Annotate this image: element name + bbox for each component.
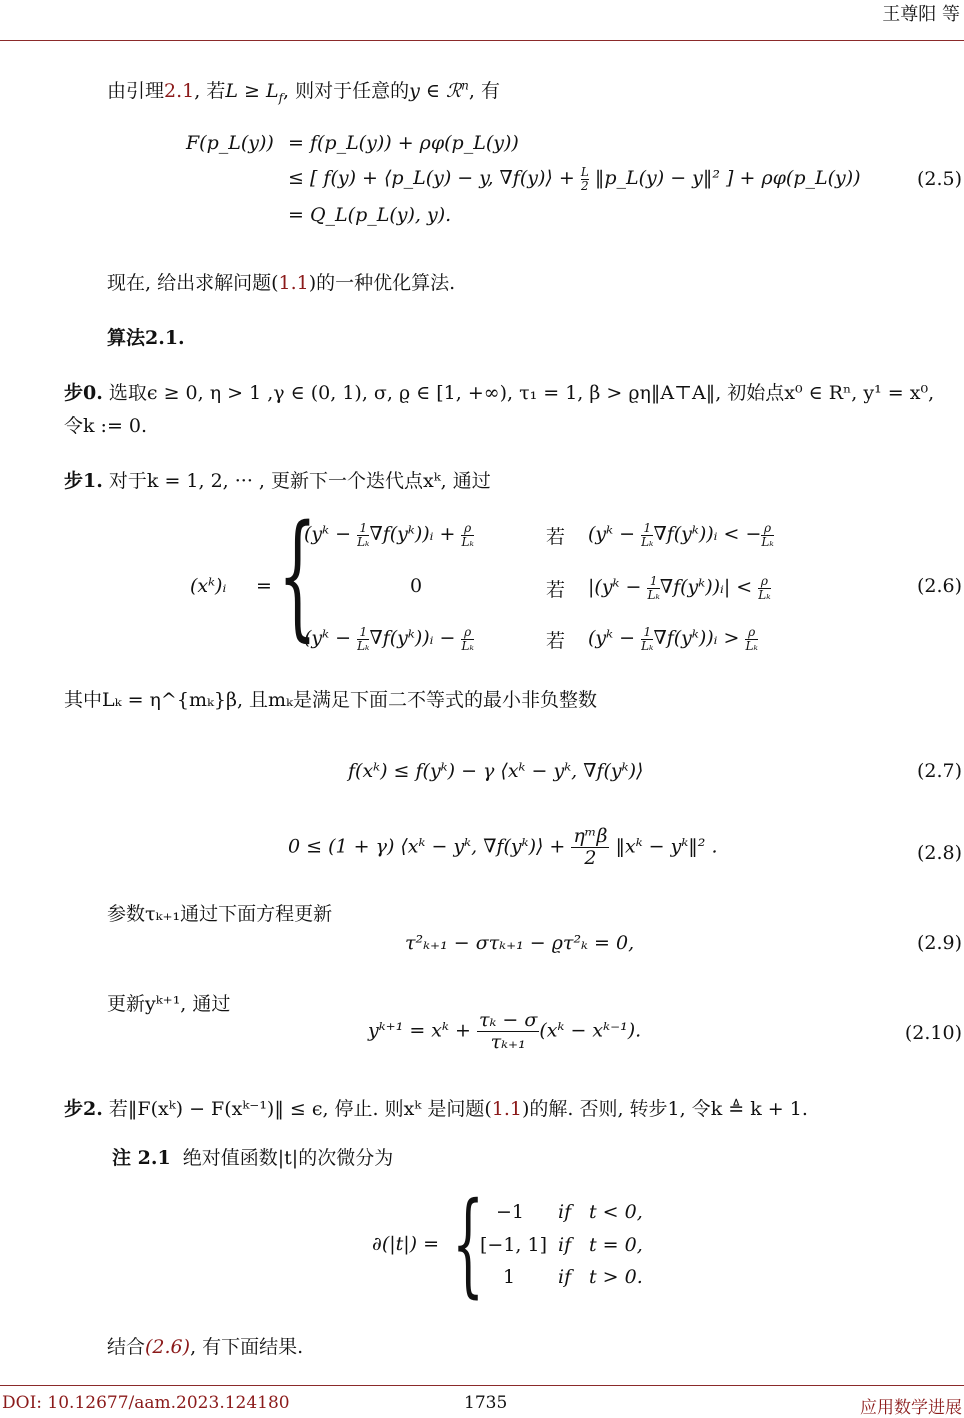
eq25-frac — [581, 166, 589, 192]
remark-text: 绝对值函数|t|的次微分为 — [182, 1147, 394, 1169]
footer-doi-link[interactable]: DOI: 10.12677/aam.2023.124180 — [2, 1393, 290, 1413]
frac-den: Lₖ — [357, 638, 370, 653]
eq25-frac-num: L — [580, 165, 589, 179]
subdiff-r1-val: −1 — [496, 1201, 525, 1223]
step1 — [64, 466, 491, 493]
step0 — [64, 378, 934, 405]
eq26-r3-cond-a: (yᵏ − — [588, 627, 642, 650]
eq28-number: (2.8) — [916, 842, 962, 864]
step0-line1: 选取ϵ ≥ 0, η > 1 ,γ ∈ (0, 1), σ, ϱ ∈ [1, +∞), τ₁ = 1, β > ϱη‖A⊤A‖, 初始点x⁰ ∈ Rⁿ, y¹ = x⁰, — [108, 382, 935, 404]
frac-num: 1 — [641, 522, 653, 536]
frac-den: Lₖ — [647, 587, 660, 602]
intro-mid: , 若 — [194, 80, 226, 102]
eq26-row2-cond — [588, 575, 771, 601]
combine-b: , 有下面结果. — [190, 1336, 304, 1358]
step2-problem-ref-link[interactable]: 1.1 — [491, 1098, 522, 1120]
footer-page-number: 1735 — [464, 1393, 508, 1413]
frac — [647, 575, 659, 601]
eq26-equals: = — [256, 575, 272, 597]
eq26-row3-cond — [588, 626, 758, 652]
now-paragraph — [107, 268, 455, 295]
frac-num: 1 — [641, 626, 653, 640]
frac-den: Lₖ — [761, 534, 774, 549]
combine-a: 结合 — [107, 1336, 146, 1358]
eq26-row2-if: 若 — [546, 579, 566, 601]
eq26-lhs: (xᵏ)ᵢ — [190, 575, 227, 597]
eq26-r1-cond-b: ∇f(yᵏ))ᵢ < − — [653, 523, 762, 546]
subdiff-r2-val: [−1, 1] — [480, 1234, 548, 1256]
eq26-row3-value — [304, 626, 474, 652]
intro-condition: L ≥ L — [225, 80, 279, 102]
eq26-number: (2.6) — [916, 575, 962, 597]
eq210-frac-num: τₖ − σ — [478, 1009, 538, 1031]
frac-den: Lₖ — [745, 638, 758, 653]
eq210 — [368, 1010, 641, 1053]
frac-num: 1 — [357, 626, 369, 640]
algorithm-title: 算法2.1. — [107, 327, 185, 349]
eq27: f(xᵏ) ≤ f(yᵏ) − γ ⟨xᵏ − yᵏ, ∇f(yᵏ)⟩ — [348, 760, 644, 782]
eq210-frac — [477, 1010, 539, 1053]
eq25-line2-a: ≤ [ f(y) + ⟨p_L(y) − y, ∇f(y)⟩ + — [288, 167, 581, 190]
subdiff-r2-if: if — [558, 1234, 572, 1256]
subdiff-r1-if: if — [558, 1201, 572, 1223]
step2-label: 步2. — [64, 1098, 103, 1120]
frac — [641, 522, 653, 548]
eq26-r1-frac — [357, 522, 369, 548]
step2 — [64, 1094, 808, 1121]
eq28-frac-den: 2 — [584, 846, 597, 869]
frac — [357, 626, 369, 652]
remark — [112, 1143, 393, 1170]
param-paragraph: 参数τₖ₊₁通过下面方程更新 — [107, 903, 333, 925]
eq210-frac-den: τₖ₊₁ — [490, 1030, 526, 1053]
subdiff-r3-val: 1 — [503, 1266, 516, 1288]
footer-journal-link[interactable]: 应用数学进展 — [860, 1398, 962, 1418]
frac-den: Lₖ — [461, 638, 474, 653]
eq25-number: (2.5) — [916, 168, 962, 190]
eq26-row1-value — [304, 522, 474, 548]
step1-label: 步1. — [64, 470, 103, 492]
frac-num: ρ — [761, 522, 773, 536]
eq28-a: 0 ≤ (1 + γ) ⟨xᵏ − yᵏ, ∇f(yᵏ)⟩ + — [288, 835, 572, 858]
now-text-b: )的一种优化算法. — [308, 272, 456, 294]
intro-y: y ∈ ℛ — [409, 80, 462, 102]
eq26-row1-cond — [588, 522, 774, 548]
frac-num: ρ — [461, 626, 473, 640]
step0-label: 步0. — [64, 382, 103, 404]
step1-text: 对于k = 1, 2, ··· , 更新下一个迭代点xᵏ, 通过 — [108, 470, 491, 492]
step2-b: )的解. 否则, 转步1, 令k ≜ k + 1. — [521, 1098, 808, 1120]
intro-condition-sub: f — [278, 90, 284, 105]
subdiff-r1-cond: t < 0, — [589, 1201, 643, 1223]
eq28 — [288, 826, 717, 869]
subdiff-r3-cond: t > 0. — [589, 1266, 643, 1288]
eq29: τ²ₖ₊₁ − στₖ₊₁ − ϱτ²ₖ = 0, — [405, 932, 635, 954]
frac — [745, 626, 757, 652]
eq25-line2 — [288, 166, 861, 192]
now-text-a: 现在, 给出求解问题( — [107, 272, 279, 294]
frac-den: Lₖ — [461, 534, 474, 549]
frac-num: ρ — [758, 575, 770, 589]
eq26-r1-b: ∇f(yᵏ))ᵢ + — [369, 523, 462, 546]
eq210-b: (xᵏ − xᵏ⁻¹). — [539, 1019, 642, 1042]
eq29-number: (2.9) — [916, 932, 962, 954]
eq27-number: (2.7) — [916, 760, 962, 782]
intro-paragraph — [107, 76, 500, 105]
problem-ref-link[interactable]: 1.1 — [278, 272, 309, 294]
eq26-r3-cond-b: ∇f(yᵏ))ᵢ > — [653, 627, 746, 650]
eq26-r1-rho — [461, 522, 473, 548]
eq28-b: ‖xᵏ − yᵏ‖² . — [609, 835, 718, 858]
eq25-line3: = Q_L(p_L(y), y). — [288, 204, 452, 226]
intro-y-sup: n — [461, 78, 469, 93]
lemma-ref-link[interactable]: 2.1 — [164, 80, 195, 102]
eq26-row1-if: 若 — [546, 526, 566, 548]
eq210-number: (2.10) — [904, 1022, 962, 1044]
eq26-r2-cond-b: ∇f(yᵏ))ᵢ| < — [659, 576, 759, 599]
frac-num: 1 — [357, 522, 369, 536]
intro-mid2: , 则对于任意的 — [283, 80, 410, 102]
subdiff-r3-if: if — [558, 1266, 572, 1288]
remark-label: 注 2.1 — [112, 1147, 171, 1169]
frac-den: Lₖ — [641, 534, 654, 549]
eq26-row3-if: 若 — [546, 630, 566, 652]
frac — [641, 626, 653, 652]
where-paragraph: 其中Lₖ = η^{mₖ}β, 且mₖ是满足下面二不等式的最小非负整数 — [64, 689, 597, 711]
intro-end: , 有 — [468, 80, 500, 102]
frac-den: Lₖ — [357, 534, 370, 549]
eq26-r3-a: (yᵏ − — [304, 627, 358, 650]
eq26-ref-link[interactable]: (2.6) — [145, 1336, 191, 1358]
running-header-author: 王尊阳 等 — [882, 4, 960, 25]
eq25-frac-den: 2 — [580, 178, 589, 193]
frac-den: Lₖ — [758, 587, 771, 602]
eq26-r1-cond-a: (yᵏ − — [588, 523, 642, 546]
step2-a: 若‖F(xᵏ) − F(xᵏ⁻¹)‖ ≤ ϵ, 停止. 则xᵏ 是问题( — [108, 1098, 492, 1120]
eq28-frac-num: ηᵐβ — [573, 825, 608, 847]
subdiff-brace: { — [452, 1179, 485, 1309]
step0-line2: 令k := 0. — [64, 415, 148, 437]
combine-paragraph — [107, 1332, 303, 1359]
eq26-row2-value: 0 — [410, 575, 423, 597]
eq25-lhs: F(p_L(y)) — [186, 132, 274, 154]
frac — [761, 522, 773, 548]
eq25-line1: = f(p_L(y)) + ρφ(p_L(y)) — [288, 132, 519, 154]
frac-den: Lₖ — [641, 638, 654, 653]
intro-prefix: 由引理 — [107, 80, 165, 102]
frac-num: ρ — [745, 626, 757, 640]
eq28-frac — [571, 826, 609, 869]
eq210-a: yᵏ⁺¹ = xᵏ + — [368, 1019, 477, 1042]
eq26-brace: { — [278, 497, 317, 655]
header-rule — [0, 40, 964, 41]
frac — [758, 575, 770, 601]
footer-rule — [0, 1385, 964, 1386]
frac-num: ρ — [461, 522, 473, 536]
eq26-r2-cond-a: |(yᵏ − — [588, 576, 648, 599]
eq26-r3-b: ∇f(yᵏ))ᵢ − — [369, 627, 462, 650]
eq25-line2-b: ‖p_L(y) − y‖² ] + ρφ(p_L(y)) — [588, 167, 861, 190]
subdiff-lhs: ∂(|t|) = — [372, 1233, 440, 1255]
update-paragraph: 更新yᵏ⁺¹, 通过 — [107, 993, 231, 1015]
subdiff-r2-cond: t = 0, — [589, 1234, 643, 1256]
eq26-r1-a: (yᵏ − — [304, 523, 358, 546]
frac — [461, 626, 473, 652]
frac-num: 1 — [647, 575, 659, 589]
